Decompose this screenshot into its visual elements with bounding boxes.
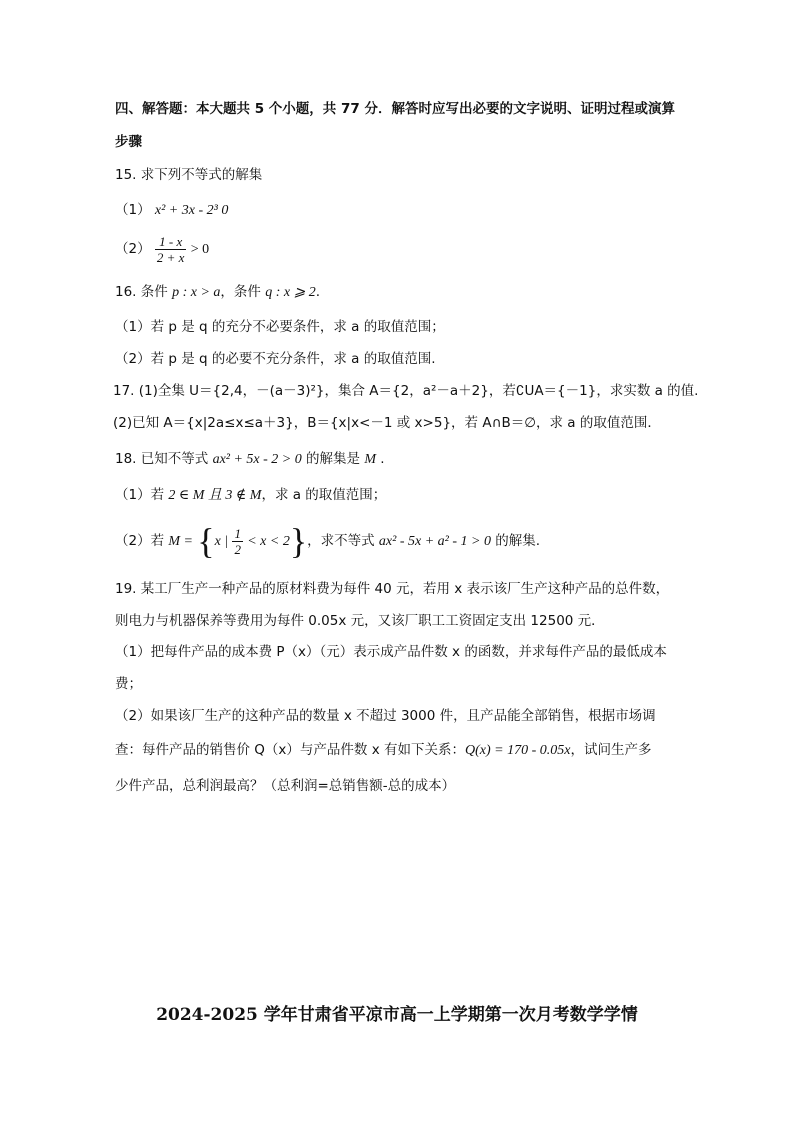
- q17-part1: 17. (1)全集 U＝{2,4，－(a－3)²}，集合 A＝{2，a²－a＋2}，若∁UA＝{－1}，求实数 a 的值.: [113, 383, 699, 399]
- q19-line-7: 少件产品，总利润最高？（总利润=总销售额-总的成本）: [115, 778, 456, 794]
- q18-part2: [115, 521, 540, 562]
- q15-part2-label: （2）: [115, 241, 151, 257]
- q18-part2-b: ，求不等式: [307, 533, 379, 549]
- left-brace-symbol: {: [197, 521, 215, 561]
- q15-part1-expr: x² + 3x - 2³ 0: [154, 203, 229, 218]
- section-heading-line-1: 四、解答题：本大题共 5 个小题，共 77 分．解答时应写出必要的文字说明、证明过程或演算: [115, 101, 675, 117]
- q18-part2-c: 的解集.: [490, 533, 541, 549]
- q17-part2: (2)已知 A＝{x|2a≤x≤a＋3}，B＝{x|x<－1 或 x>5}，若 A∩B＝∅，求 a 的取值范围．: [113, 415, 661, 431]
- q18-part1-b: ，求 a 的取值范围；: [261, 487, 387, 503]
- q18-part1-condition: 2 ∈ M 且 3 ∉ M: [168, 488, 262, 503]
- q16-part1: （1）若 p 是 q 的充分不必要条件，求 a 的取值范围；: [115, 319, 445, 335]
- q19-line-6-a: 查：每件产品的销售价 Q（x）与产品件数 x 有如下关系：: [115, 742, 465, 758]
- q16-title-c: .: [315, 284, 321, 300]
- q18-part2-set-rest: < x < 2: [247, 534, 290, 549]
- q16-cond-q: q : x ⩾ 2: [265, 285, 316, 300]
- q18-title: [115, 450, 385, 469]
- q16-title: [115, 283, 320, 302]
- q19-line-2: 则电力与机器保养等费用为每件 0.05x 元，又该厂职工工资固定支出 12500 元．: [115, 613, 605, 629]
- q15-part1-label: （1）: [115, 202, 151, 218]
- q18-inequality: ax² + 5x - 2 > 0: [212, 452, 302, 467]
- q18-part1-a: （1）若: [115, 487, 169, 503]
- q18-part2-fraction: [232, 526, 243, 557]
- q15-part2-fraction: [155, 234, 187, 265]
- section-heading-line-2: 步骤: [115, 134, 142, 150]
- q15-part2: [115, 232, 209, 267]
- q18-set: M: [364, 452, 377, 467]
- q18-part2-frac-den: 2: [234, 541, 241, 557]
- q16-title-a: 16. 条件: [115, 284, 173, 300]
- q19-line-3: （1）把每件产品的成本费 P（x）（元）表示成产品件数 x 的函数，并求每件产品的最低成本: [115, 644, 667, 660]
- q19-line-6-b: ，试问生产多: [570, 742, 652, 758]
- q18-title-c: .: [376, 451, 385, 467]
- q19-line-4: 费；: [115, 676, 142, 692]
- q18-part1: [115, 486, 386, 505]
- q18-part2-a: （2）若: [115, 533, 169, 549]
- q18-part2-frac-num: 1: [234, 525, 241, 541]
- q15-part2-numerator: 1 - x: [155, 234, 187, 250]
- q15-part2-denominator: 2 + x: [156, 250, 185, 265]
- right-brace-symbol: }: [289, 521, 308, 561]
- q18-title-a: 18. 已知不等式: [115, 451, 213, 467]
- q19-line-1: 19. 某工厂生产一种产品的原材料费为每件 40 元，若用 x 表示该厂生产这种产品的总件数，: [115, 581, 670, 597]
- q18-part2-inequality: ax² - 5x + a² - 1 > 0: [378, 534, 491, 549]
- q19-line-5: （2）如果该厂生产的这种产品的数量 x 不超过 3000 件，且产品能全部销售，根据市场调: [115, 708, 656, 724]
- q15-title: 15. 求下列不等式的解集: [115, 167, 263, 183]
- q19-line-6: [115, 741, 651, 760]
- q16-cond-p: p : x > a: [172, 285, 221, 300]
- q18-part2-set-lhs: M =: [168, 534, 193, 549]
- q19-formula: Q(x) = 170 - 0.05x: [464, 743, 571, 758]
- q18-part2-set-x: x |: [214, 534, 229, 549]
- q15-part1: [115, 201, 228, 220]
- q16-part2: （2）若 p 是 q 的必要不充分条件，求 a 的取值范围.: [115, 351, 436, 367]
- q15-part2-rest: > 0: [190, 242, 210, 257]
- q18-title-b: 的解集是: [301, 451, 365, 467]
- q16-title-b: ，条件: [220, 284, 266, 300]
- footer-document-title: 2024-2025 学年甘肃省平凉市高一上学期第一次月考数学学情: [156, 1005, 638, 1025]
